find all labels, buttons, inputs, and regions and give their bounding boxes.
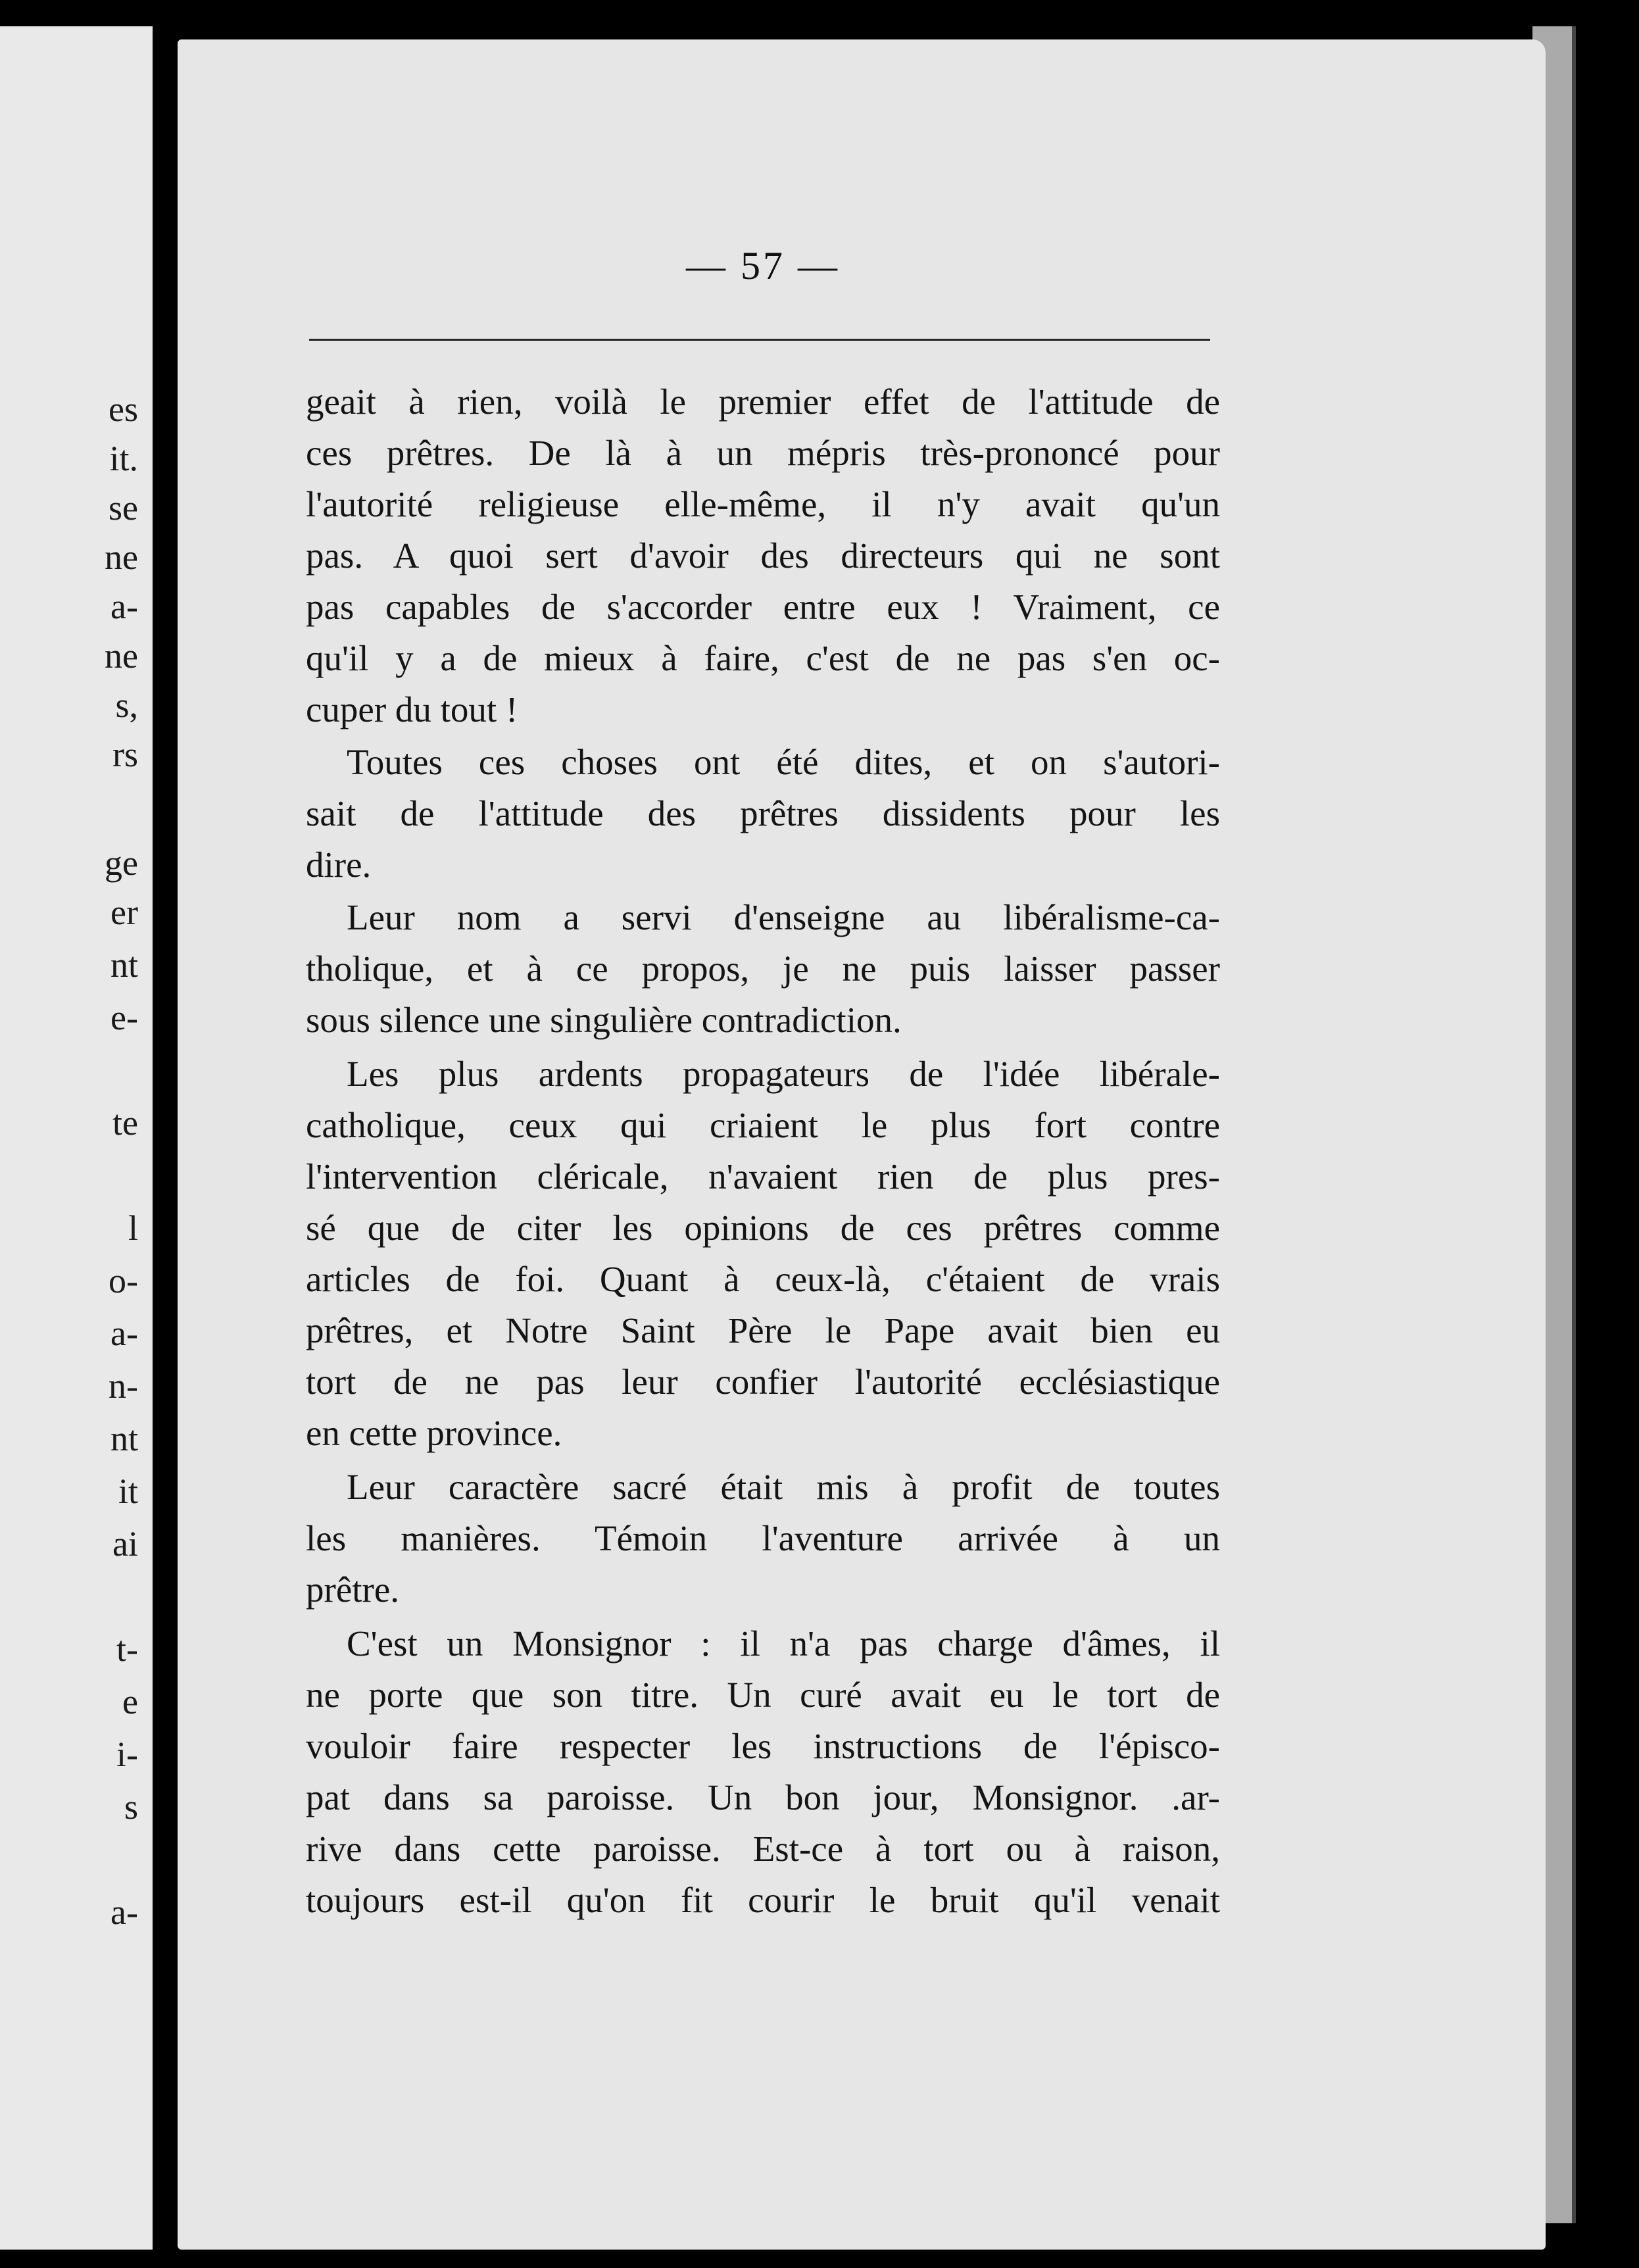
text-line: tort de ne pas leur confier l'autorité ecclésiastique [306, 1362, 1220, 1402]
left-fragment: nt [110, 945, 138, 985]
text-line: l'autorité religieuse elle-même, il n'y avait qu'un [306, 484, 1220, 524]
text-line: pas. A quoi sert d'avoir des directeurs qui ne sont [306, 535, 1220, 576]
text-line: Leur caractère sacré était mis à profit de toutes [347, 1467, 1220, 1507]
text-line: toujours est-il qu'on fit courir le bruit qu'il venait [306, 1880, 1220, 1920]
text-line: pat dans sa paroisse. Un bon jour, Monsignor. .ar- [306, 1777, 1220, 1817]
header-rule [309, 339, 1210, 341]
text-line: catholique, ceux qui criaient le plus fort contre [306, 1105, 1220, 1145]
left-fragment: i- [116, 1735, 138, 1774]
text-line: l'intervention cléricale, n'avaient rien de plus pres- [306, 1156, 1220, 1196]
left-fragment: t- [116, 1629, 138, 1669]
left-fragment: it [118, 1471, 138, 1511]
left-fragment: ge [105, 843, 138, 883]
text-line: les manières. Témoin l'aventure arrivée à un [306, 1518, 1220, 1558]
facing-page-left [0, 26, 153, 2250]
left-fragment: n- [109, 1366, 138, 1406]
text-line: pas capables de s'accorder entre eux ! Vraiment, ce [306, 587, 1220, 627]
text-line: rive dans cette paroisse. Est-ce à tort ou à raison, [306, 1829, 1220, 1869]
left-fragment: te [112, 1103, 138, 1143]
text-line: ne porte que son titre. Un curé avait eu le tort de [306, 1675, 1220, 1715]
left-fragment: er [110, 893, 138, 932]
text-line: prêtre. [306, 1569, 399, 1610]
left-fragment: es [109, 389, 138, 429]
left-fragment: it. [109, 439, 138, 478]
left-fragment: ne [105, 537, 138, 577]
text-line: sous silence une singulière contradiction. [306, 1000, 902, 1040]
text-line: sait de l'attitude des prêtres dissidents pour les [306, 793, 1220, 833]
text-line: C'est un Monsignor : il n'a pas charge d'âmes, il [347, 1623, 1220, 1664]
left-fragment: se [109, 488, 138, 528]
text-line: sé que de citer les opinions de ces prêtres comme [306, 1208, 1220, 1248]
left-fragment: s, [115, 685, 138, 725]
left-fragment: rs [112, 735, 138, 774]
text-line: tholique, et à ce propos, je ne puis laisser passer [306, 949, 1220, 989]
text-line: articles de foi. Quant à ceux-là, c'étaient de vrais [306, 1259, 1220, 1299]
text-line: prêtres, et Notre Saint Père le Pape avait bien eu [306, 1310, 1220, 1350]
left-fragment: o- [109, 1261, 138, 1300]
text-line: cuper du tout ! [306, 689, 518, 729]
left-fragment: s [124, 1787, 138, 1827]
left-fragment: nt [110, 1419, 138, 1458]
left-fragment: a- [110, 1892, 138, 1932]
page-number: — 57 — [686, 244, 840, 287]
left-fragment: e [122, 1682, 138, 1721]
text-line: geait à rien, voilà le premier effet de l'attitude de [306, 382, 1220, 422]
text-line: qu'il y a de mieux à faire, c'est de ne pas s'en oc- [306, 638, 1220, 678]
text-line: Toutes ces choses ont été dites, et on s'autori- [347, 742, 1220, 782]
text-line: en cette province. [306, 1413, 562, 1453]
text-line: dire. [306, 845, 372, 885]
text-line: Les plus ardents propagateurs de l'idée libérale- [347, 1054, 1220, 1094]
text-line: Leur nom a servi d'enseigne au libéralisme-ca- [347, 897, 1220, 937]
left-fragment: l [128, 1208, 138, 1248]
left-fragment: ne [105, 636, 138, 676]
left-fragment: a- [110, 1314, 138, 1353]
text-line: vouloir faire respecter les instructions de l'épisco- [306, 1726, 1220, 1766]
left-fragment: e- [110, 998, 138, 1037]
left-fragment: ai [112, 1524, 138, 1564]
text-line: ces prêtres. De là à un mépris très-prononcé pour [306, 433, 1220, 473]
left-fragment: a- [110, 587, 138, 626]
